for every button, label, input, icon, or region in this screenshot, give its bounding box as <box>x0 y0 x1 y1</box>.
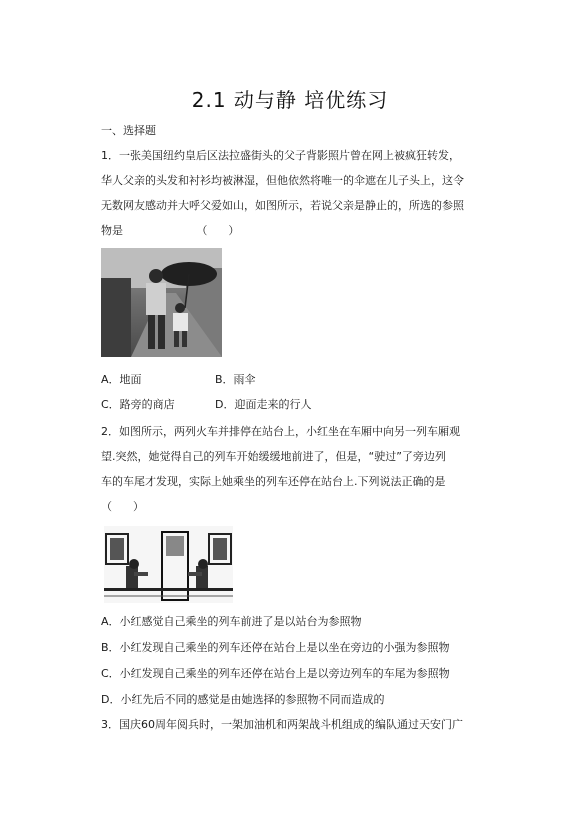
q3-line-1: 3．国庆60周年阅兵时，一架加油机和两架战斗机组成的编队通过天安门广 <box>101 718 463 731</box>
q2-option-b: B．小红发现自己乘坐的列车还停在站台上是以坐在旁边的小强为参照物 <box>101 641 450 654</box>
q2-line-1: 2．如图所示，两列火车并排停在站台上，小红坐在车厢中向另一列车厢观 <box>101 425 460 438</box>
q2-line-3: 车的车尾才发现，实际上她乘坐的列车还停在站台上.下列说法正确的是 <box>101 475 446 488</box>
q1-option-a: A．地面 <box>101 373 142 386</box>
q2-option-d: D．小红先后不同的感觉是由她选择的参照物不同而造成的 <box>101 693 385 706</box>
q1-line-1: 1．一张美国纽约皇后区法拉盛街头的父子背影照片曾在网上被疯狂转发， <box>101 149 460 162</box>
q1-option-b: B．雨伞 <box>215 373 256 386</box>
q1-line-3: 无数网友感动并大呼父爱如山，如图所示，若说父亲是静止的，所选的参照 <box>101 199 464 212</box>
q1-option-c: C．路旁的商店 <box>101 398 175 411</box>
q2-line-4: （ ） <box>101 500 144 513</box>
q1-option-d: D．迎面走来的行人 <box>215 398 312 411</box>
q1-line-4: 物是 （ ） <box>101 224 240 237</box>
train-carriage-illustration <box>104 526 233 603</box>
q2-option-a: A．小红感觉自己乘坐的列车前进了是以站台为参照物 <box>101 615 362 628</box>
q2-option-c: C．小红发现自己乘坐的列车还停在站台上是以旁边列车的车尾为参照物 <box>101 667 450 680</box>
q1-line-2: 华人父亲的头发和衬衫均被淋湿，但他依然将唯一的伞遮在儿子头上，这令 <box>101 174 464 187</box>
page-title: 2.1 动与静 培优练习 <box>191 88 389 112</box>
q2-line-2: 望.突然，她觉得自己的列车开始缓缓地前进了，但是，“驶过”了旁边列 <box>101 450 446 463</box>
section-heading: 一、选择题 <box>101 124 156 137</box>
father-son-umbrella-photo <box>101 248 222 357</box>
